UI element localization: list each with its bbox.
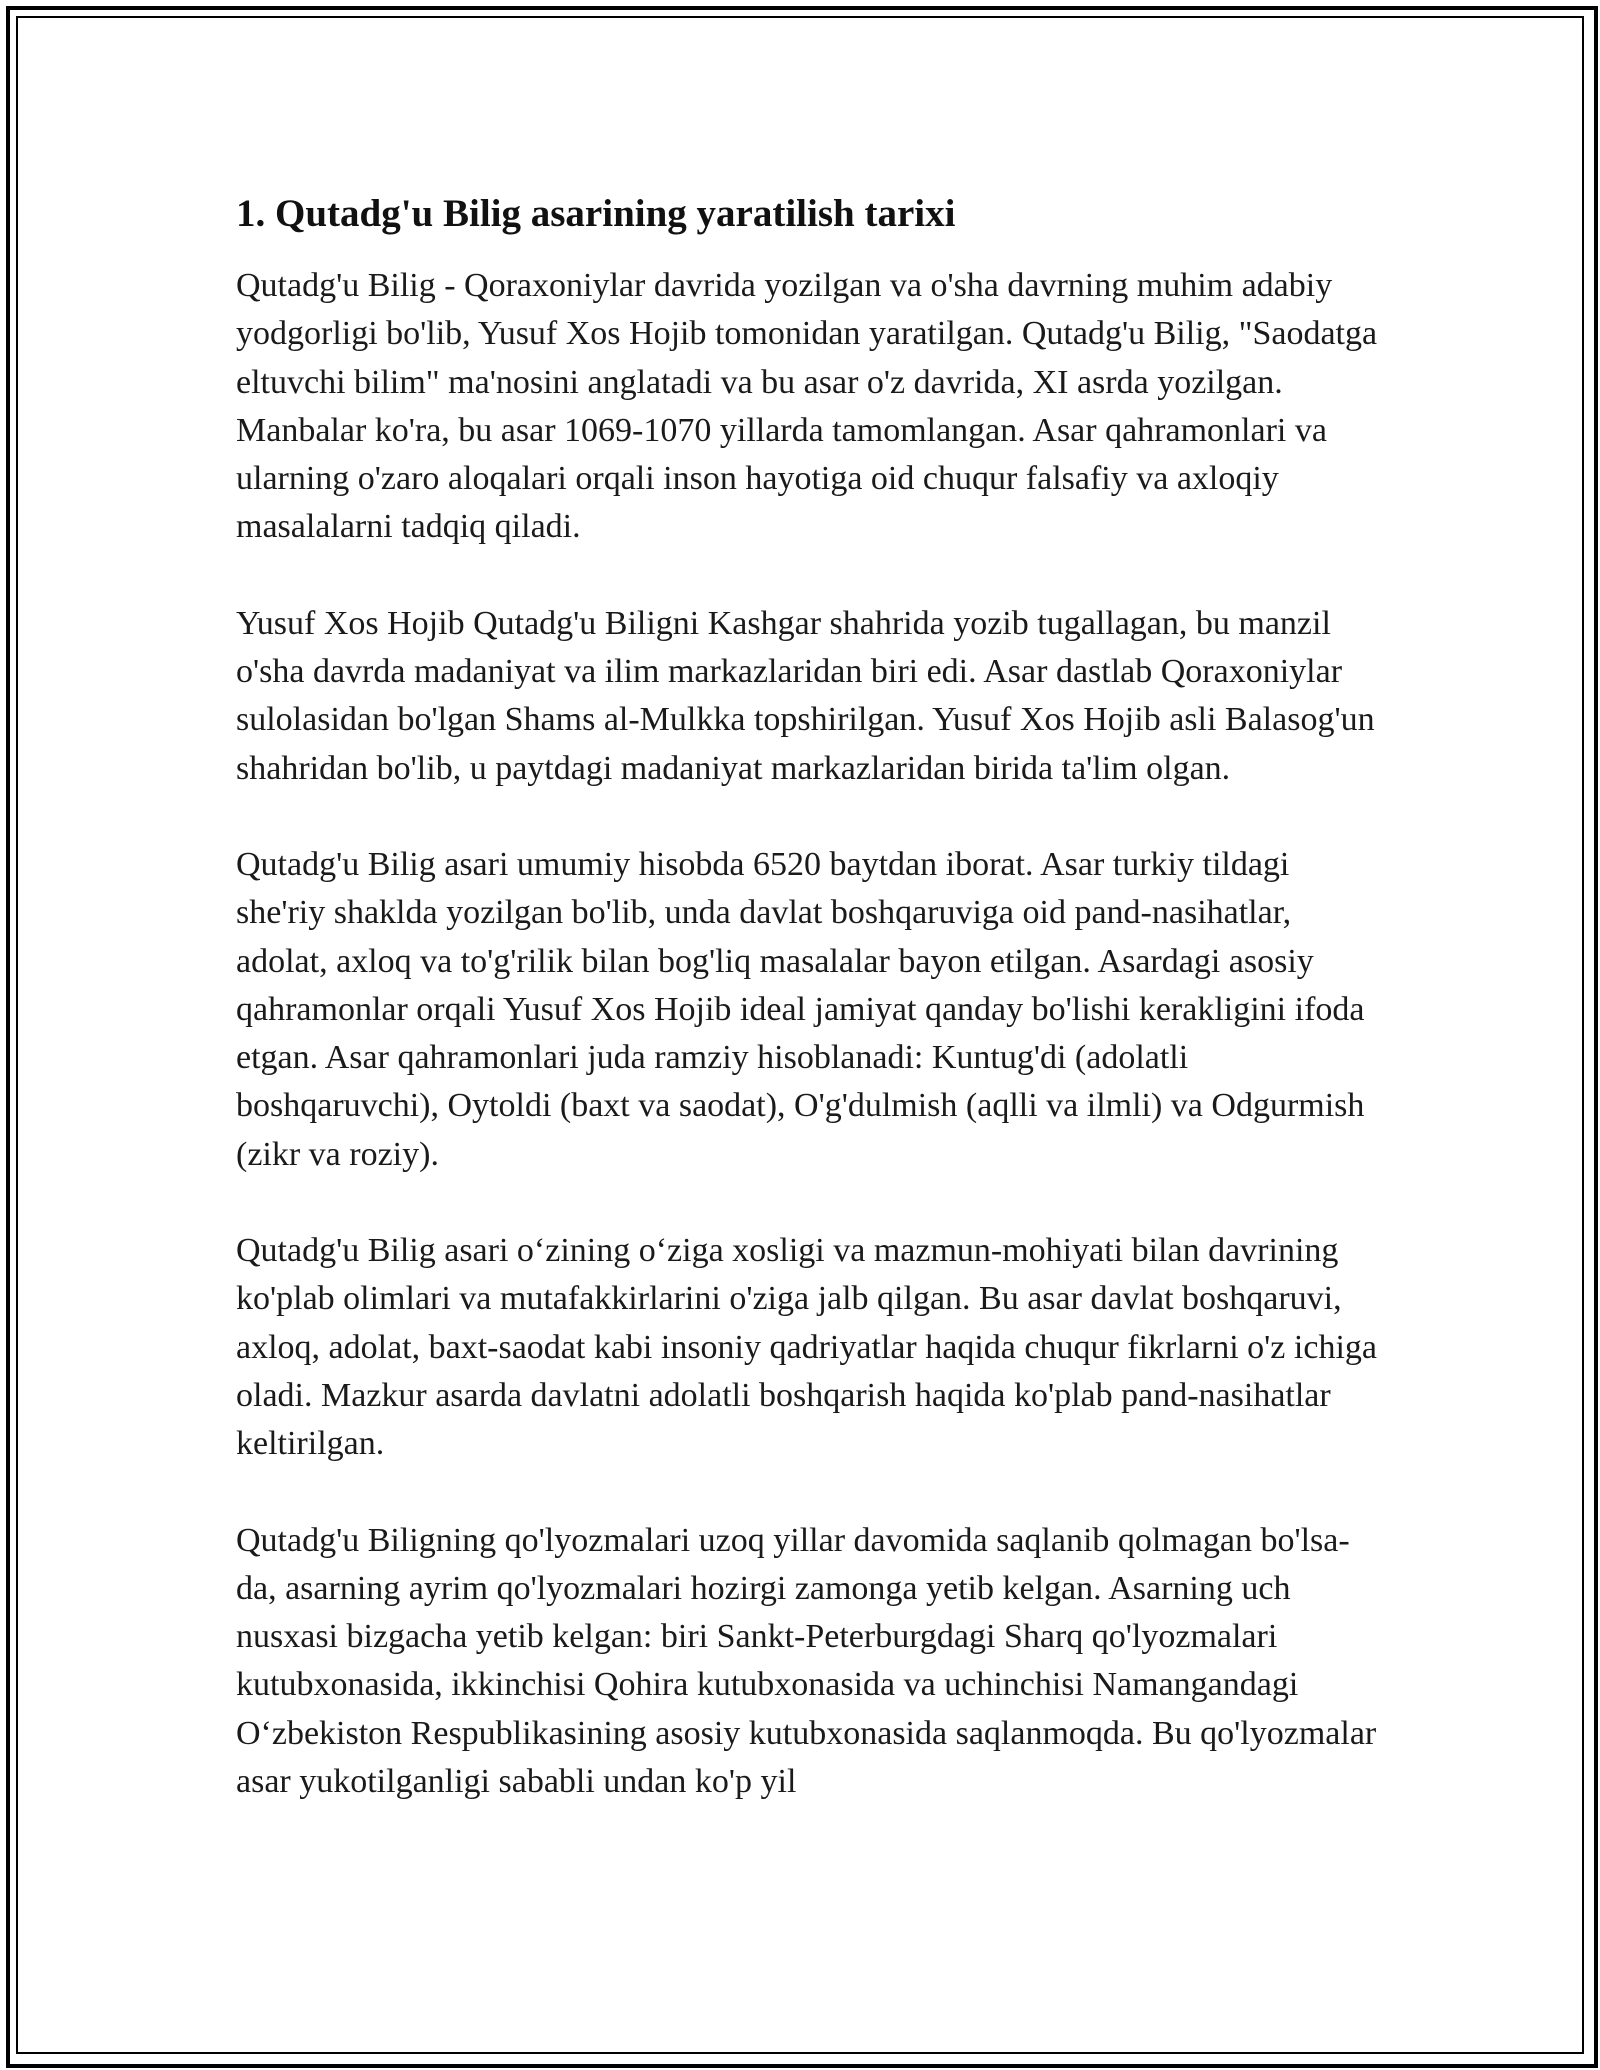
section-heading: 1. Qutadg'u Bilig asarining yaratilish tarixi [236, 192, 956, 235]
document-body [236, 186, 1386, 1854]
paragraph-4: Qutadg'u Bilig asari o‘zining o‘ziga xosligi va mazmun-mohiyati bilan davrining ko'plab olimlari va mutafakkirlarini o'ziga jalb qilgan. Bu asar davlat boshqaruvi, axloq, adolat, baxt-saodat kabi insoniy qadriyatlar haqida chuqur fikrlarni o'z ichiga oladi. Mazkur asarda davlatni adolatli boshqarish haqida ko'plab pand-nasihatlar keltirilgan. [236, 1232, 1377, 1463]
paragraph-1: Qutadg'u Bilig - Qoraxoniylar davrida yozilgan va o'sha davrning muhim adabiy yodgorligi bo'lib, Yusuf Xos Hojib tomonidan yaratilgan. Qutadg'u Bilig, "Saodatga eltuvchi bilim" ma'nosini anglatadi va bu asar o'z davrida, XI asrda yozilgan. Manbalar ko'ra, bu asar 1069-1070 yillarda tamomlangan. Asar qahramonlari va ularning o'zaro aloqalari orqali inson hayotiga oid chuqur falsafiy va axloqiy masalalarni tadqiq qiladi. [236, 267, 1378, 546]
paragraph-2: Yusuf Xos Hojib Qutadg'u Biligni Kashgar shahrida yozib tugallagan, bu manzil o'sha davrda madaniyat va ilim markazlaridan biri edi. Asar dastlab Qoraxoniylar sulolasidan bo'lgan Shams al-Mulkka topshirilgan. Yusuf Xos Hojib asli Balasog'un shahridan bo'lib, u paytdagi madaniyat markazlaridan birida ta'lim olgan. [236, 604, 1375, 787]
paragraph-3: Qutadg'u Bilig asari umumiy hisobda 6520 baytdan iborat. Asar turkiy tildagi she'riy shaklda yozilgan bo'lib, unda davlat boshqaruviga oid pand-nasihatlar, adolat, axloq va to'g'rilik bilan bog'liq masalalar bayon etilgan. Asardagi asosiy qahramonlar orqali Yusuf Xos Hojib ideal jamiyat qanday bo'lishi kerakligini ifoda etgan. Asar qahramonlari juda ramziy hisoblanadi: Kuntug'di (adolatli boshqaruvchi), Oytoldi (baxt va saodat), O'g'dulmish (aqlli va ilmli) va Odgurmish (zikr va roziy). [236, 845, 1365, 1173]
paragraph-5: Qutadg'u Biligning qo'lyozmalari uzoq yillar davomida saqlanib qolmagan bo'lsa-da, asarning ayrim qo'lyozmalari hozirgi zamonga yetib kelgan. Asarning uch nusxasi bizgacha yetib kelgan: biri Sankt-Peterburgdagi Sharq qo'lyozmalari kutubxonasida, ikkinchisi Qohira kutubxonasida va uchinchisi Namangandagi O‘zbekiston Respublikasining asosiy kutubxonasida saqlanmoqda. Bu qo'lyozmalar asar yukotilganligi sababli undan ko'p yil [236, 1521, 1377, 1801]
